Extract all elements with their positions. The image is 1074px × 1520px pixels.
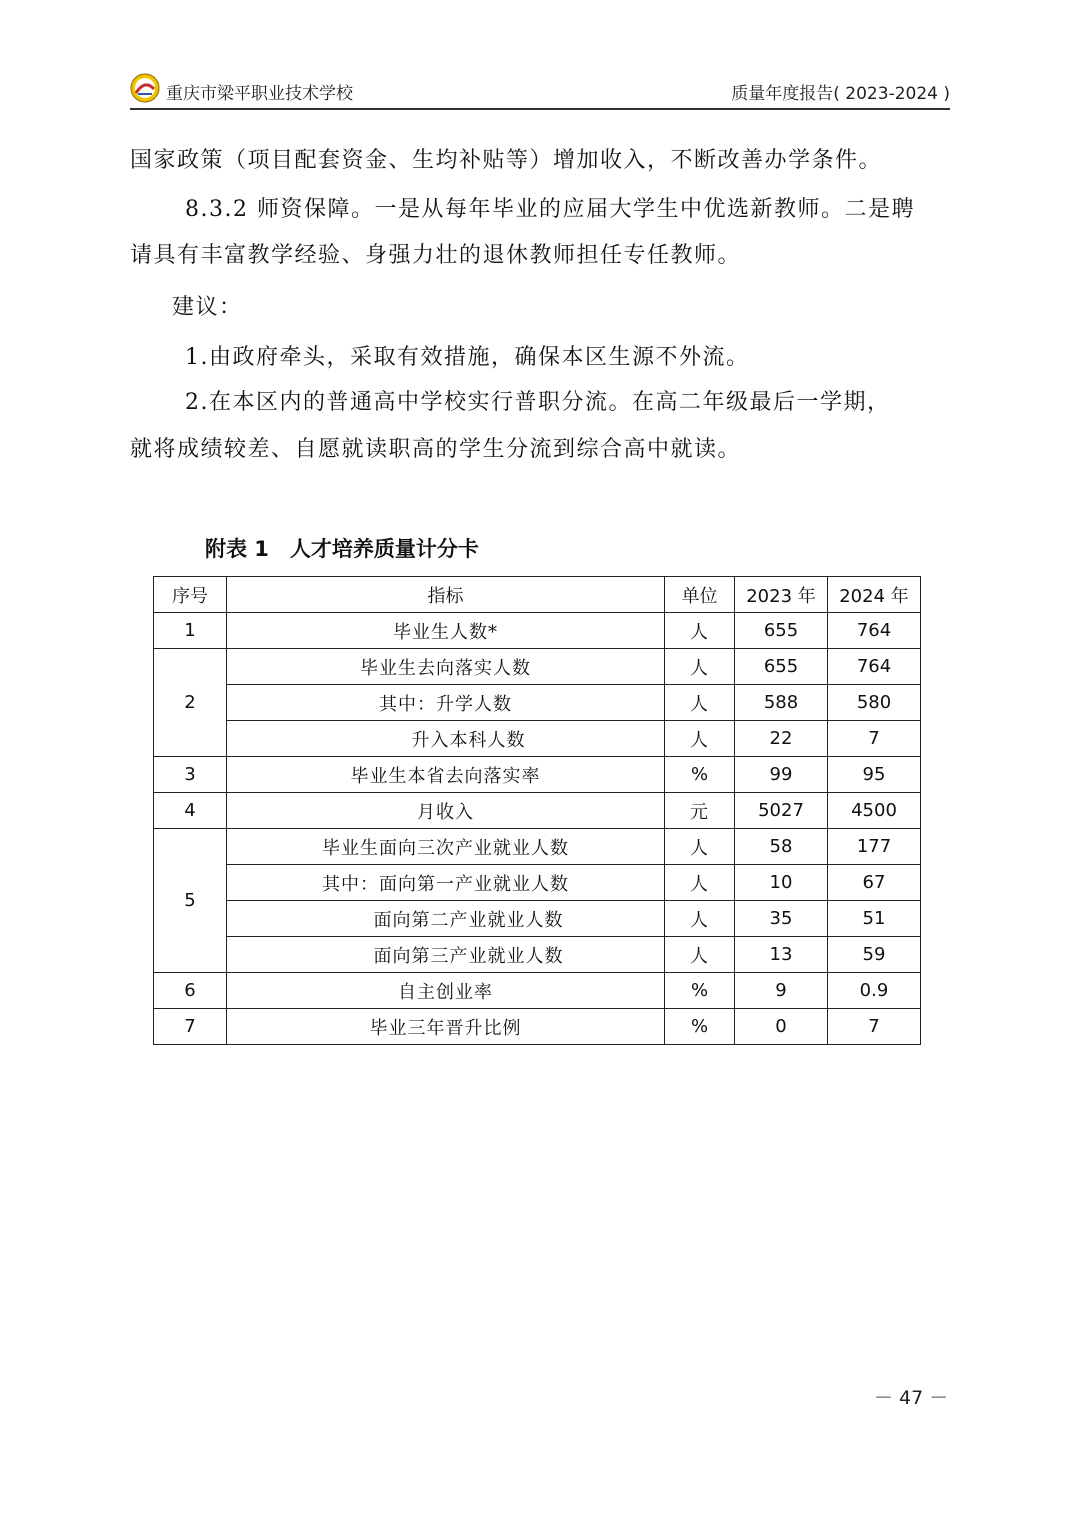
cell-no: 1 xyxy=(154,613,227,649)
table-row xyxy=(154,1009,921,1045)
cell-2023: 10 xyxy=(735,865,828,901)
table-row xyxy=(154,937,921,973)
cell-unit: 人 xyxy=(665,649,735,685)
cell-2023: 22 xyxy=(735,721,828,757)
cell-unit: 人 xyxy=(665,685,735,721)
cell-unit: % xyxy=(665,757,735,793)
cell-indicator: 面向第三产业就业人数 xyxy=(227,937,665,973)
cell-2023: 0 xyxy=(735,1009,828,1045)
cell-indicator: 毕业生去向落实人数 xyxy=(227,649,665,685)
school-logo-icon xyxy=(130,73,160,103)
cell-2024: 177 xyxy=(828,829,921,865)
cell-2024: 7 xyxy=(828,721,921,757)
cell-2024: 0.9 xyxy=(828,973,921,1009)
paragraph-suggestion-2-line1: 2.在本区内的普通高中学校实行普职分流。在高二年级最后一学期， xyxy=(185,390,891,415)
cell-indicator: 自主创业率 xyxy=(227,973,665,1009)
cell-2024: 59 xyxy=(828,937,921,973)
cell-indicator: 升入本科人数 xyxy=(227,721,665,757)
cell-2024: 764 xyxy=(828,613,921,649)
paragraph-teachers-line2: 请具有丰富教学经验、身强力壮的退休教师担任专任教师。 xyxy=(130,243,742,268)
cell-indicator: 毕业生本省去向落实率 xyxy=(227,757,665,793)
header-no: 序号 xyxy=(154,577,227,613)
cell-no: 4 xyxy=(154,793,227,829)
cell-2023: 13 xyxy=(735,937,828,973)
cell-indicator: 月收入 xyxy=(227,793,665,829)
header-2023: 2023 年 xyxy=(735,577,828,613)
cell-indicator: 其中：面向第一产业就业人数 xyxy=(227,865,665,901)
cell-unit: 人 xyxy=(665,901,735,937)
table-row xyxy=(154,757,921,793)
header-indicator: 指标 xyxy=(227,577,665,613)
header-2024: 2024 年 xyxy=(828,577,921,613)
cell-unit: % xyxy=(665,973,735,1009)
table-row xyxy=(154,649,921,685)
page-number: － 47 － xyxy=(874,1387,949,1409)
cell-unit: 人 xyxy=(665,721,735,757)
cell-2023: 5027 xyxy=(735,793,828,829)
cell-unit: 元 xyxy=(665,793,735,829)
cell-unit: % xyxy=(665,1009,735,1045)
cell-unit: 人 xyxy=(665,937,735,973)
cell-2023: 655 xyxy=(735,649,828,685)
quality-scorecard-table xyxy=(153,576,921,1045)
cell-no: 7 xyxy=(154,1009,227,1045)
cell-2024: 764 xyxy=(828,649,921,685)
cell-no: 3 xyxy=(154,757,227,793)
table-row xyxy=(154,793,921,829)
report-title: 质量年度报告( 2023-2024 ) xyxy=(731,84,950,104)
cell-indicator: 毕业生人数* xyxy=(227,613,665,649)
cell-2023: 9 xyxy=(735,973,828,1009)
cell-no: 2 xyxy=(154,649,227,757)
table-row xyxy=(154,721,921,757)
cell-2023: 99 xyxy=(735,757,828,793)
cell-indicator: 毕业生面向三次产业就业人数 xyxy=(227,829,665,865)
paragraph-suggestion-2-line2: 就将成绩较差、自愿就读职高的学生分流到综合高中就读。 xyxy=(130,437,742,462)
cell-no: 5 xyxy=(154,829,227,973)
cell-2024: 7 xyxy=(828,1009,921,1045)
table-row xyxy=(154,829,921,865)
paragraph-suggestion-heading: 建议： xyxy=(172,295,243,320)
school-name: 重庆市梁平职业技术学校 xyxy=(166,84,353,104)
table-title: 附表 1 人才培养质量计分卡 xyxy=(205,537,479,561)
table-row xyxy=(154,973,921,1009)
paragraph-policy: 国家政策（项目配套资金、生均补贴等）增加收入，不断改善办学条件。 xyxy=(130,148,883,173)
table-row xyxy=(154,613,921,649)
cell-unit: 人 xyxy=(665,613,735,649)
cell-unit: 人 xyxy=(665,865,735,901)
cell-2024: 95 xyxy=(828,757,921,793)
cell-indicator: 其中：升学人数 xyxy=(227,685,665,721)
cell-indicator: 面向第二产业就业人数 xyxy=(227,901,665,937)
page-header xyxy=(130,70,950,110)
paragraph-suggestion-1: 1.由政府牵头，采取有效措施，确保本区生源不外流。 xyxy=(185,345,750,370)
paragraph-teachers-line1: 8.3.2 师资保障。一是从每年毕业的应届大学生中优选新教师。二是聘 xyxy=(185,197,915,222)
table-row xyxy=(154,901,921,937)
cell-no: 6 xyxy=(154,973,227,1009)
cell-indicator: 毕业三年晋升比例 xyxy=(227,1009,665,1045)
table-row xyxy=(154,685,921,721)
cell-unit: 人 xyxy=(665,829,735,865)
table-row xyxy=(154,865,921,901)
header-unit: 单位 xyxy=(665,577,735,613)
cell-2023: 588 xyxy=(735,685,828,721)
cell-2024: 67 xyxy=(828,865,921,901)
cell-2023: 58 xyxy=(735,829,828,865)
cell-2023: 655 xyxy=(735,613,828,649)
cell-2023: 35 xyxy=(735,901,828,937)
cell-2024: 4500 xyxy=(828,793,921,829)
table-header-row xyxy=(154,577,921,613)
cell-2024: 51 xyxy=(828,901,921,937)
cell-2024: 580 xyxy=(828,685,921,721)
